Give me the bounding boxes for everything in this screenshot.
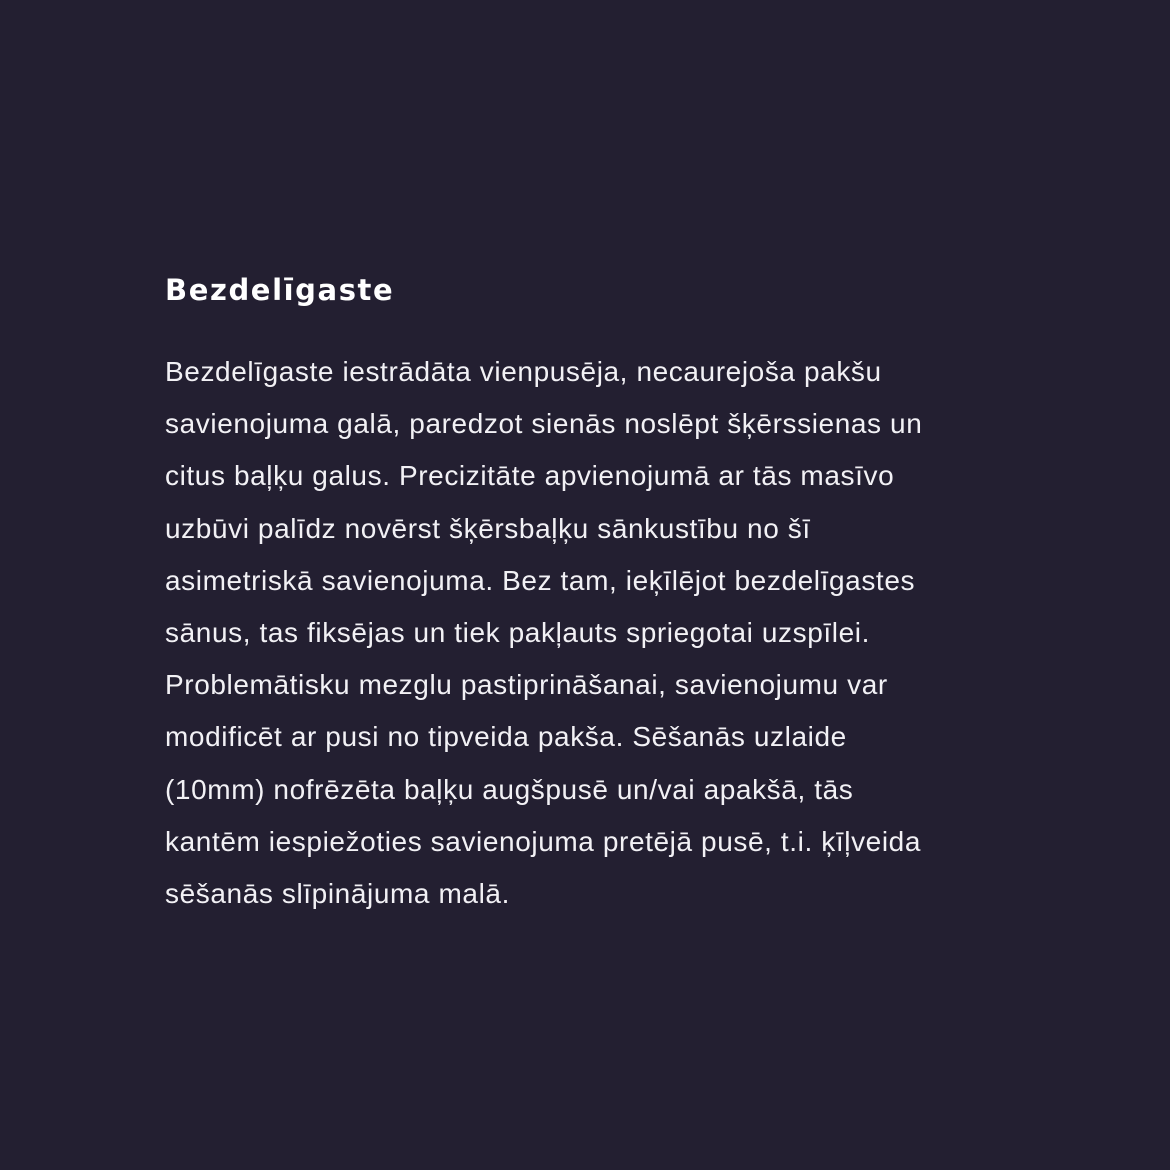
paragraph-line: Bezdelīgaste iestrādāta vienpusēja, necaurejoša pakšu <box>165 356 882 387</box>
paragraph-line: (10mm) nofrēzēta baļķu augšpusē un/vai apakšā, tās <box>165 773 854 805</box>
paragraph-line: citus baļķu galus. Precizitāte apvienojumā ar tās masīvo <box>165 460 895 492</box>
page-title: Bezdelīgaste <box>165 273 395 307</box>
paragraph-line: asimetriskā savienojuma. Bez tam, ieķīlējot bezdelīgastes <box>165 564 916 596</box>
paragraph-line: sānus, tas fiksējas un tiek pakļauts spriegotai uzspīlei. <box>165 617 870 649</box>
paragraph-line: Problemātisku mezglu pastiprināšanai, savienojumu var <box>165 669 888 701</box>
paragraph-line: kantēm iespiežoties savienojuma pretējā pusē, t.i. ķīļveida <box>165 825 922 857</box>
paragraph-line: uzbūvi palīdz novērst šķērsbaļķu sānkustību no šī <box>165 512 811 544</box>
paragraph-line: savienojuma galā, paredzot sienās noslēpt šķērssienas un <box>165 408 923 440</box>
paragraph-line: sēšanās slīpinājuma malā. <box>165 878 510 910</box>
text-block <box>165 270 1025 920</box>
body-paragraph <box>165 346 1025 920</box>
paragraph-line: modificēt ar pusi no tipveida pakša. Sēšanās uzlaide <box>165 721 847 753</box>
